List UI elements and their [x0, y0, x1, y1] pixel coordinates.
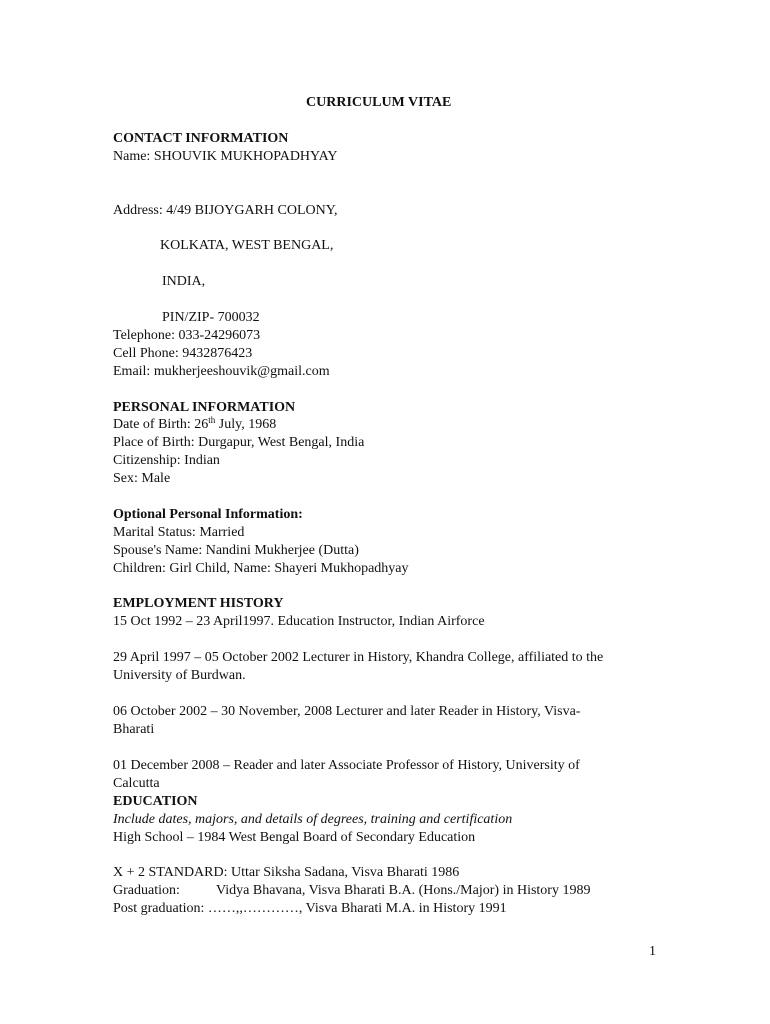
spouse-name: Spouse's Name: Nandini Mukherjee (Dutta): [113, 543, 359, 558]
email: Email: mukherjeeshouvik@gmail.com: [113, 364, 330, 379]
contact-name: Name: SHOUVIK MUKHOPADHYAY: [113, 149, 338, 164]
employment-entry-4-line-1: 01 December 2008 – Reader and later Associate Professor of History, University of: [113, 758, 580, 773]
education-note: Include dates, majors, and details of degrees, training and certification: [113, 812, 513, 827]
address-line-2: KOLKATA, WEST BENGAL,: [160, 238, 334, 253]
address-line-1: Address: 4/49 BIJOYGARH COLONY,: [113, 203, 338, 218]
employment-entry-2-line-2: University of Burdwan.: [113, 668, 246, 683]
employment-entry-2-line-1: 29 April 1997 – 05 October 2002 Lecturer in History, Khandra College, affiliated to the: [113, 650, 604, 665]
address-line-4: PIN/ZIP- 700032: [162, 310, 260, 325]
employment-entry-3-line-2: Bharati: [113, 722, 155, 737]
dob-prefix: Date of Birth: 26: [113, 417, 209, 432]
education-heading: EDUCATION: [113, 794, 198, 809]
plus-two-standard: X + 2 STANDARD: Uttar Siksha Sadana, Visva Bharati 1986: [113, 865, 460, 880]
address-line-3: INDIA,: [162, 274, 206, 289]
optional-heading: Optional Personal Information:: [113, 507, 303, 522]
page-number: 1: [649, 944, 656, 959]
graduation-value: Vidya Bhavana, Visva Bharati B.A. (Hons./Major) in History 1989: [216, 883, 591, 898]
post-graduation: Post graduation: ……,,…………, Visva Bharati M.A. in History 1991: [113, 901, 507, 916]
employment-entry-1: 15 Oct 1992 – 23 April1997. Education Instructor, Indian Airforce: [113, 614, 485, 629]
sex: Sex: Male: [113, 471, 171, 486]
document-title: CURRICULUM VITAE: [306, 95, 452, 110]
dob-superscript: th: [208, 415, 216, 425]
marital-status: Marital Status: Married: [113, 525, 245, 540]
employment-heading: EMPLOYMENT HISTORY: [113, 596, 284, 611]
place-of-birth: Place of Birth: Durgapur, West Bengal, India: [113, 435, 365, 450]
cell-phone: Cell Phone: 9432876423: [113, 346, 253, 361]
telephone: Telephone: 033-24296073: [113, 328, 261, 343]
employment-entry-4-line-2: Calcutta: [113, 776, 160, 791]
personal-heading: PERSONAL INFORMATION: [113, 400, 296, 415]
date-of-birth: [113, 416, 276, 433]
employment-entry-3-line-1: 06 October 2002 – 30 November, 2008 Lecturer and later Reader in History, Visva-: [113, 704, 581, 719]
dob-suffix: July, 1968: [215, 417, 277, 432]
contact-heading: CONTACT INFORMATION: [113, 131, 289, 146]
children: Children: Girl Child, Name: Shayeri Mukhopadhyay: [113, 561, 409, 576]
citizenship: Citizenship: Indian: [113, 453, 220, 468]
high-school: High School – 1984 West Bengal Board of Secondary Education: [113, 830, 476, 845]
graduation-label: Graduation:: [113, 883, 180, 898]
